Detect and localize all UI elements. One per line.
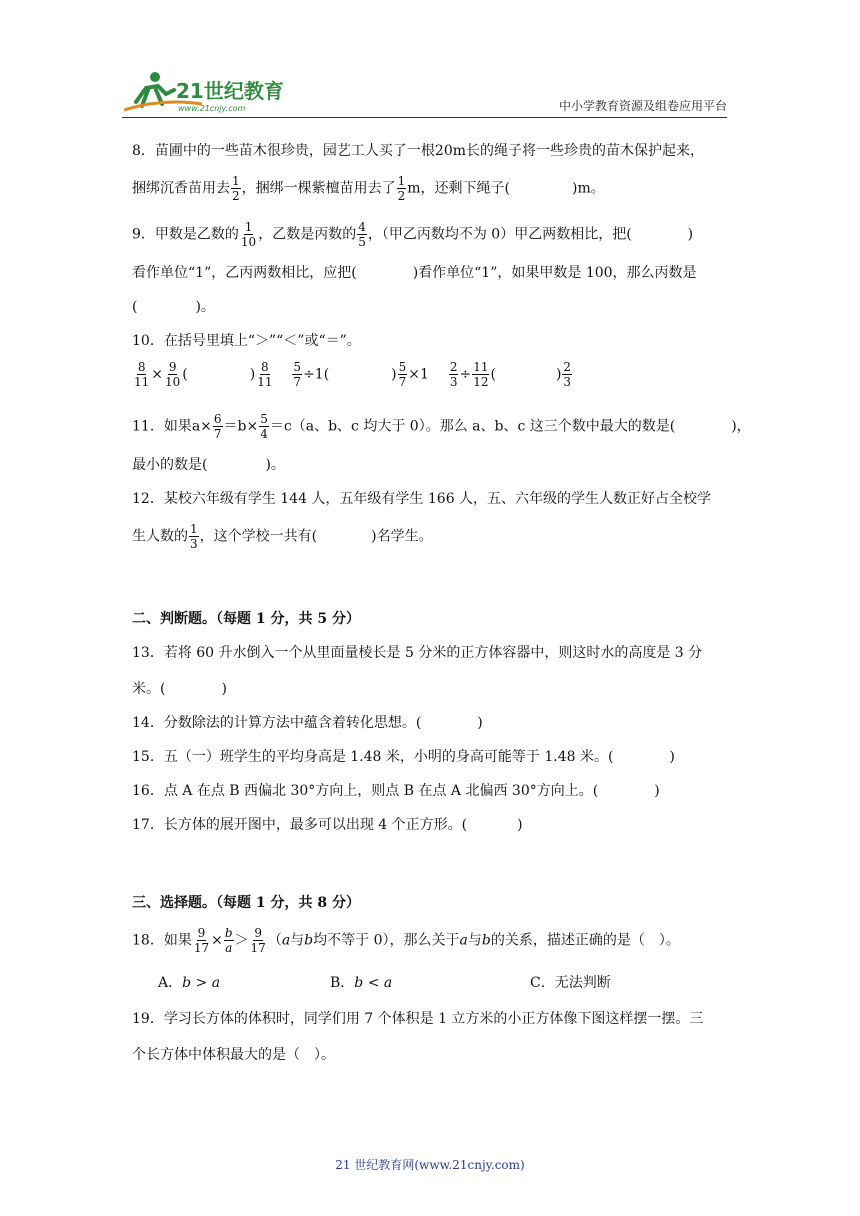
q13-line1: 13．若将 60 升水倒入一个从里面量棱长是 5 分米的正方体容器中，则这时水的高度是 3 分 bbox=[132, 645, 703, 661]
q9-line2: 看作单位“1”，乙丙两数相比，应把( )看作单位“1”，如果甲数是 100，那么丙数是 bbox=[132, 265, 697, 281]
fraction: $\frac{1}{2}$ bbox=[397, 174, 406, 203]
q9-line1: 9．甲数是乙数的 $\frac{1}{10}$ ，乙数是丙数的 $\frac{4}{5}$ ，（甲乙丙数均不为 0）甲乙两数相比，把( ) bbox=[132, 220, 694, 249]
fraction: $\frac{6}{7}$ bbox=[213, 412, 222, 441]
fraction: $\frac{9}{17}$ bbox=[193, 926, 210, 955]
fraction: $\frac{9}{17}$ bbox=[250, 926, 266, 955]
fraction: $\frac{2}{3}$ bbox=[563, 360, 572, 389]
q12-line1: 12．某校六年级有学生 144 人，五年级有学生 166 人，五、六年级的学生人数正好占全校学 bbox=[132, 491, 712, 507]
q18-option-c: C．无法判断 bbox=[530, 975, 611, 991]
q8-line1: 8．苗圃中的一些苗木很珍贵，园艺工人买了一根20m长的绳子将一些珍贵的苗木保护起来， bbox=[132, 143, 704, 159]
fraction: $\frac{9}{10}$ bbox=[165, 360, 181, 389]
q19-line2: 个长方体中体积最大的是（ ）。 bbox=[132, 1047, 335, 1063]
fraction: $\frac{b}{a}$ bbox=[224, 926, 233, 955]
fraction: $\frac{5}{4}$ bbox=[260, 412, 268, 441]
q10-title: 10．在括号里填上“＞”“＜”或“＝”。 bbox=[132, 333, 361, 349]
q18-option-b: B．b < a bbox=[330, 975, 393, 991]
fraction: $\frac{1}{2}$ bbox=[232, 174, 240, 203]
q17: 17．长方体的展开图中，最多可以出现 4 个正方形。( ) bbox=[132, 817, 523, 833]
section-3-heading: 三、选择题。（每题 1 分，共 8 分） bbox=[132, 895, 360, 911]
fraction: $\frac{11}{12}$ bbox=[473, 360, 489, 389]
fraction: $\frac{8}{11}$ bbox=[257, 360, 273, 389]
svg-text:21世纪教育: 21世纪教育 bbox=[176, 79, 284, 103]
fraction: $\frac{5}{7}$ bbox=[293, 360, 302, 389]
fraction: $\frac{1}{10}$ bbox=[240, 220, 257, 249]
q8-line2: 捆绑沉香苗用去 $\frac{1}{2}$ ，捆绑一棵紫檀苗用去了 $\frac{1}{2}$ m，还剩下绳子( )m。 bbox=[132, 174, 605, 203]
platform-name: 中小学教育资源及组卷应用平台 bbox=[558, 99, 727, 113]
q11-line1: 11．如果a× $\frac{6}{7}$ ＝b× $\frac{5}{4}$ ＝c（a、b、c 均大于 0）。那么 a、b、c 这三个数中最大的数是( )， bbox=[132, 412, 751, 441]
q10-expressions: $\frac{8}{11}$ × $\frac{9}{10}$ ( ) $\frac{8}{11}$ $\frac{5}{7}$ ÷1( ) $\frac{5}{7}$ ×1 $\frac{2}{3}$ ÷ $\frac{11}{12}$ ( ) $\frac{2}{3}$ bbox=[134, 360, 572, 389]
fraction: $\frac{5}{7}$ bbox=[398, 360, 407, 389]
q13-line2: 米。( ) bbox=[132, 681, 227, 697]
fraction: $\frac{4}{5}$ bbox=[358, 220, 366, 249]
fraction: $\frac{8}{11}$ bbox=[134, 360, 150, 389]
header-divider bbox=[122, 117, 727, 118]
section-2-heading: 二、判断题。（每题 1 分，共 5 分） bbox=[132, 611, 360, 627]
q19-line1: 19．学习长方体的体积时，同学们用 7 个体积是 1 立方米的小正方体像下图这样摆一摆。三 bbox=[132, 1011, 704, 1027]
q18-option-a: A．b > a bbox=[158, 975, 221, 991]
q9-line3: ( )。 bbox=[132, 299, 215, 315]
q16: 16．点 A 在点 B 西偏北 30°方向上，则点 B 在点 A 北偏西 30°方向上。( ) bbox=[132, 783, 660, 799]
q18-line1: 18．如果 $\frac{9}{17}$ × $\frac{b}{a}$ ＞ $\frac{9}{17}$ （a与b均不等于 0），那么关于a与b的关系，描述正确的是（ ）。 bbox=[132, 926, 680, 955]
q15: 15．五（一）班学生的平均身高是 1.48 米，小明的身高可能等于 1.48 米。( ) bbox=[132, 749, 675, 765]
logo-icon bbox=[122, 68, 292, 114]
page-footer: 21 世纪教育网(www.21cnjy.com) bbox=[335, 1158, 525, 1172]
page-header bbox=[0, 0, 860, 120]
fraction: $\frac{1}{3}$ bbox=[190, 522, 198, 551]
svg-text:www.21cnjy.com: www.21cnjy.com bbox=[178, 104, 246, 113]
q12-line2: 生人数的 $\frac{1}{3}$ ，这个学校一共有( )名学生。 bbox=[132, 522, 433, 551]
q14: 14．分数除法的计算方法中蕴含着转化思想。( ) bbox=[132, 715, 483, 731]
q11-line2: 最小的数是( )。 bbox=[132, 457, 285, 473]
fraction: $\frac{2}{3}$ bbox=[449, 360, 458, 389]
